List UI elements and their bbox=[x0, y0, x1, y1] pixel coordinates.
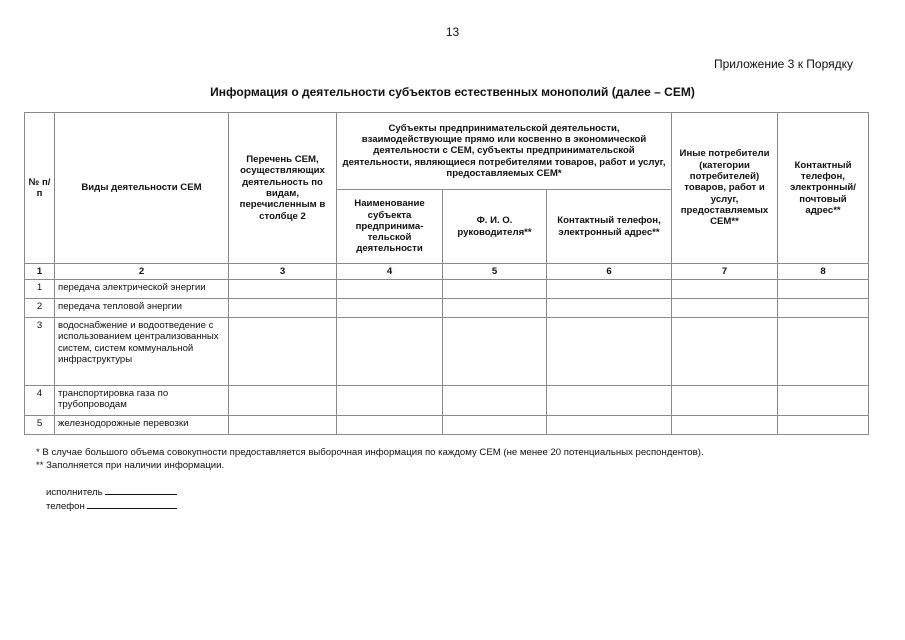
header-sem-list: Перечень СЕМ, осуществляющих деятельность по видам, перечисленным в столбце 2 bbox=[229, 113, 337, 264]
column-number: 6 bbox=[547, 264, 672, 280]
header-subject-name: Наименование субъекта предпринима-тельской деятельности bbox=[337, 190, 443, 264]
empty-cell bbox=[547, 416, 672, 435]
empty-cell bbox=[337, 318, 443, 386]
row-number: 5 bbox=[25, 416, 55, 435]
appendix-label: Приложение 3 к Порядку bbox=[713, 57, 853, 71]
row-number: 3 bbox=[25, 318, 55, 386]
empty-cell bbox=[547, 318, 672, 386]
header-other-consumers: Иные потребители (категории потребителей) товаров, работ и услуг, предоставляемых СЕМ** bbox=[672, 113, 778, 264]
page-number: 13 bbox=[445, 25, 460, 39]
empty-cell bbox=[229, 280, 337, 299]
document-title: Информация о деятельности субъектов естественных монополий (далее – СЕМ) bbox=[210, 85, 695, 99]
column-number: 5 bbox=[443, 264, 547, 280]
activity-cell: транспортировка газа по трубопроводам bbox=[55, 386, 229, 416]
header-activity: Виды деятельности СЕМ bbox=[55, 113, 229, 264]
column-number: 8 bbox=[778, 264, 869, 280]
empty-cell bbox=[672, 386, 778, 416]
empty-cell bbox=[337, 416, 443, 435]
empty-cell bbox=[547, 280, 672, 299]
monopoly-info-table bbox=[24, 112, 869, 435]
phone-label: телефон bbox=[46, 501, 85, 512]
table-row bbox=[25, 318, 869, 386]
empty-cell bbox=[778, 386, 869, 416]
empty-cell bbox=[778, 299, 869, 318]
header-subjects-group: Субъекты предпринимательской деятельности, взаимодействующие прямо или косвенно в экономической деятельности с СЕМ, субъекты предпринимательской деятельности, являющиеся потребителями товаров, работ и услуг, предоставляемых СЕМ* bbox=[337, 113, 672, 190]
empty-cell bbox=[547, 386, 672, 416]
empty-cell bbox=[443, 280, 547, 299]
empty-cell bbox=[443, 386, 547, 416]
column-number: 2 bbox=[55, 264, 229, 280]
header-num: № п/п bbox=[25, 113, 55, 264]
empty-cell bbox=[778, 416, 869, 435]
executor-label: исполнитель bbox=[46, 487, 103, 498]
column-number: 3 bbox=[229, 264, 337, 280]
empty-cell bbox=[337, 386, 443, 416]
footnote: ** Заполняется при наличии информации. bbox=[36, 460, 225, 471]
table-row bbox=[25, 299, 869, 318]
empty-cell bbox=[672, 416, 778, 435]
executor-signature-line bbox=[105, 485, 177, 495]
empty-cell bbox=[672, 280, 778, 299]
column-number: 7 bbox=[672, 264, 778, 280]
row-number: 4 bbox=[25, 386, 55, 416]
footnotes bbox=[36, 446, 704, 472]
empty-cell bbox=[443, 318, 547, 386]
column-number: 4 bbox=[337, 264, 443, 280]
empty-cell bbox=[443, 299, 547, 318]
empty-cell bbox=[229, 299, 337, 318]
phone-signature-line bbox=[87, 499, 177, 509]
row-number: 1 bbox=[25, 280, 55, 299]
empty-cell bbox=[443, 416, 547, 435]
header-contact: Контактный телефон, электронный адрес** bbox=[547, 190, 672, 264]
empty-cell bbox=[229, 318, 337, 386]
activity-cell: водоснабжение и водоотведение с использованием централизованных систем, систем коммунальной инфраструктуры bbox=[55, 318, 229, 386]
header-fio: Ф. И. О. руководителя** bbox=[443, 190, 547, 264]
signature-block bbox=[46, 485, 177, 513]
table-row bbox=[25, 280, 869, 299]
table-row bbox=[25, 386, 869, 416]
table-row bbox=[25, 416, 869, 435]
column-number-row bbox=[25, 264, 869, 280]
activity-cell: железнодорожные перевозки bbox=[55, 416, 229, 435]
row-number: 2 bbox=[25, 299, 55, 318]
empty-cell bbox=[547, 299, 672, 318]
activity-cell: передача электрической энергии bbox=[55, 280, 229, 299]
empty-cell bbox=[229, 386, 337, 416]
empty-cell bbox=[229, 416, 337, 435]
empty-cell bbox=[672, 318, 778, 386]
footnote: * В случае большого объема совокупности предоставляется выборочная информация по каждому СЕМ (не менее 20 потенциальных респондентов). bbox=[36, 447, 704, 458]
empty-cell bbox=[778, 318, 869, 386]
empty-cell bbox=[337, 280, 443, 299]
header-contact-2: Контактный телефон, электронный/ почтовый адрес** bbox=[778, 113, 869, 264]
empty-cell bbox=[337, 299, 443, 318]
empty-cell bbox=[778, 280, 869, 299]
column-number: 1 bbox=[25, 264, 55, 280]
activity-cell: передача тепловой энергии bbox=[55, 299, 229, 318]
empty-cell bbox=[672, 299, 778, 318]
